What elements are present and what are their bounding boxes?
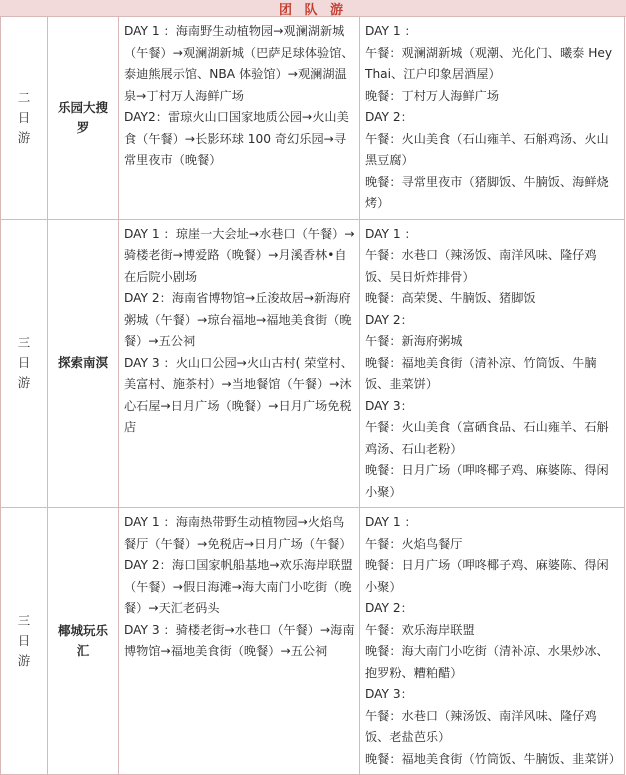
- table-row: [1, 219, 625, 508]
- route-cell: [119, 508, 360, 775]
- title-bar: [0, 0, 626, 17]
- trip-name-cell: [48, 219, 119, 508]
- trip-days: 二日游: [17, 89, 31, 145]
- food-line: 晚餐：福地美食街（竹筒饭、牛腩饭、韭菜饼）: [365, 751, 621, 766]
- trip-name: 椰城玩乐汇: [57, 623, 108, 658]
- food-cell: [360, 17, 625, 220]
- trip-days: 三日游: [17, 335, 31, 391]
- page-title: 团 队 游: [278, 2, 348, 18]
- food-line: 午餐：观澜湖新城（观潮、光化门、曦泰 Hey Thai、江户印象居酒屋）: [365, 45, 613, 81]
- food-line: 晚餐：日月广场（呷咚椰子鸡、麻婆陈、得闲小聚）: [365, 558, 609, 594]
- route-cell: [119, 17, 360, 220]
- food-line: DAY 1 ：: [365, 515, 417, 529]
- food-line: DAY 1 ：: [365, 24, 417, 38]
- food-cell: [360, 508, 625, 775]
- trip-name: 探索南溟: [57, 355, 108, 371]
- food-line: 午餐：水巷口（辣汤饭、南洋风味、隆仔鸡饭、吴日炘炸排骨）: [365, 248, 597, 284]
- trip-days: 三日游: [17, 613, 31, 668]
- route-cell: [119, 219, 360, 508]
- trip-days-cell: [1, 508, 48, 775]
- food-cell: [360, 219, 625, 508]
- table-row: [1, 17, 625, 220]
- food-line: 晚餐：丁村万人海鲜广场: [365, 88, 500, 103]
- food-line: DAY 2：: [365, 312, 413, 327]
- food-line: DAY 2：: [365, 110, 413, 124]
- route-day-text: DAY 1 ：琼崖一大会址→水巷口（午餐）→骑楼老街→博爱路（晚餐）→月溪香林•自在后院小剧场: [124, 226, 355, 284]
- trip-name-cell: [48, 508, 119, 775]
- itinerary-table: [0, 16, 625, 775]
- food-line: DAY 2：: [365, 601, 413, 615]
- food-line: 午餐：欢乐海岸联盟: [365, 622, 475, 637]
- food-line: DAY 1 ：: [365, 226, 417, 241]
- food-line: 午餐：水巷口（辣汤饭、南洋风味、隆仔鸡饭、老盐芭乐）: [365, 708, 597, 744]
- route-day-text: DAY 2：海口国家帆船基地→欢乐海岸联盟（午餐）→假日海滩→海大南门小吃街（晚餐）→天汇老码头: [124, 558, 353, 615]
- route-day-text: DAY2：雷琼火山口国家地质公园→火山美食（午餐）→长影环球 100 奇幻乐园→寻常里夜市（晚餐）: [124, 110, 349, 167]
- food-line: 晚餐：海大南门小吃街（清补凉、水果炒冰、抱罗粉、糟粕醋）: [365, 644, 609, 680]
- route-day-text: DAY 1 ：海南野生动植物园→观澜湖新城（午餐）→观澜湖新城（巴萨足球体验馆、泰迪熊展示馆、NBA 体验馆）→观澜湖温泉→丁村万人海鲜广场: [124, 24, 354, 103]
- route-day-text: DAY 2：海南省博物馆→丘浚故居→新海府粥城（午餐）→琼台福地→福地美食街（晚餐）→五公祠: [124, 291, 352, 348]
- food-line: 晚餐：寻常里夜市（猪脚饭、牛腩饭、海鲜烧烤）: [365, 174, 609, 210]
- trip-name: 乐园大搜罗: [57, 99, 108, 135]
- food-line: 午餐：火山美食（石山雍羊、石斛鸡汤、火山黑豆腐）: [365, 131, 609, 167]
- food-line: 午餐：火山美食（富硒食品、石山雍羊、石斛鸡汤、石山老粉）: [365, 420, 609, 456]
- trip-name-cell: [48, 17, 119, 220]
- food-line: DAY 3：: [365, 687, 413, 701]
- food-line: 午餐：新海府粥城: [365, 334, 463, 348]
- table-row: [1, 508, 625, 775]
- trip-days-cell: [1, 17, 48, 220]
- route-day-text: DAY 3 ：骑楼老街→水巷口（午餐）→海南博物馆→福地美食街（晚餐）→五公祠: [124, 622, 355, 658]
- food-line: 晚餐：日月广场（呷咚椰子鸡、麻婆陈、得闲小聚）: [365, 463, 609, 499]
- trip-days-cell: [1, 219, 48, 508]
- itinerary-body: [1, 17, 625, 775]
- food-line: 午餐：火焰鸟餐厅: [365, 536, 463, 551]
- route-day-text: DAY 1 ：海南热带野生动植物园→火焰鸟餐厅（午餐）→免税店→日月广场（午餐）: [124, 515, 352, 551]
- food-line: 晚餐：福地美食街（清补凉、竹筒饭、牛腩饭、韭菜饼）: [365, 355, 597, 391]
- food-line: 晚餐：高荣煲、牛腩饭、猪脚饭: [365, 291, 536, 305]
- route-day-text: DAY 3 ：火山口公园→火山古村( 荣堂村、美富村、施茶村）→当地餐馆（午餐）→沐心石屋→日月广场（晚餐）→日月广场免税店: [124, 355, 353, 434]
- food-line: DAY 3：: [365, 398, 413, 413]
